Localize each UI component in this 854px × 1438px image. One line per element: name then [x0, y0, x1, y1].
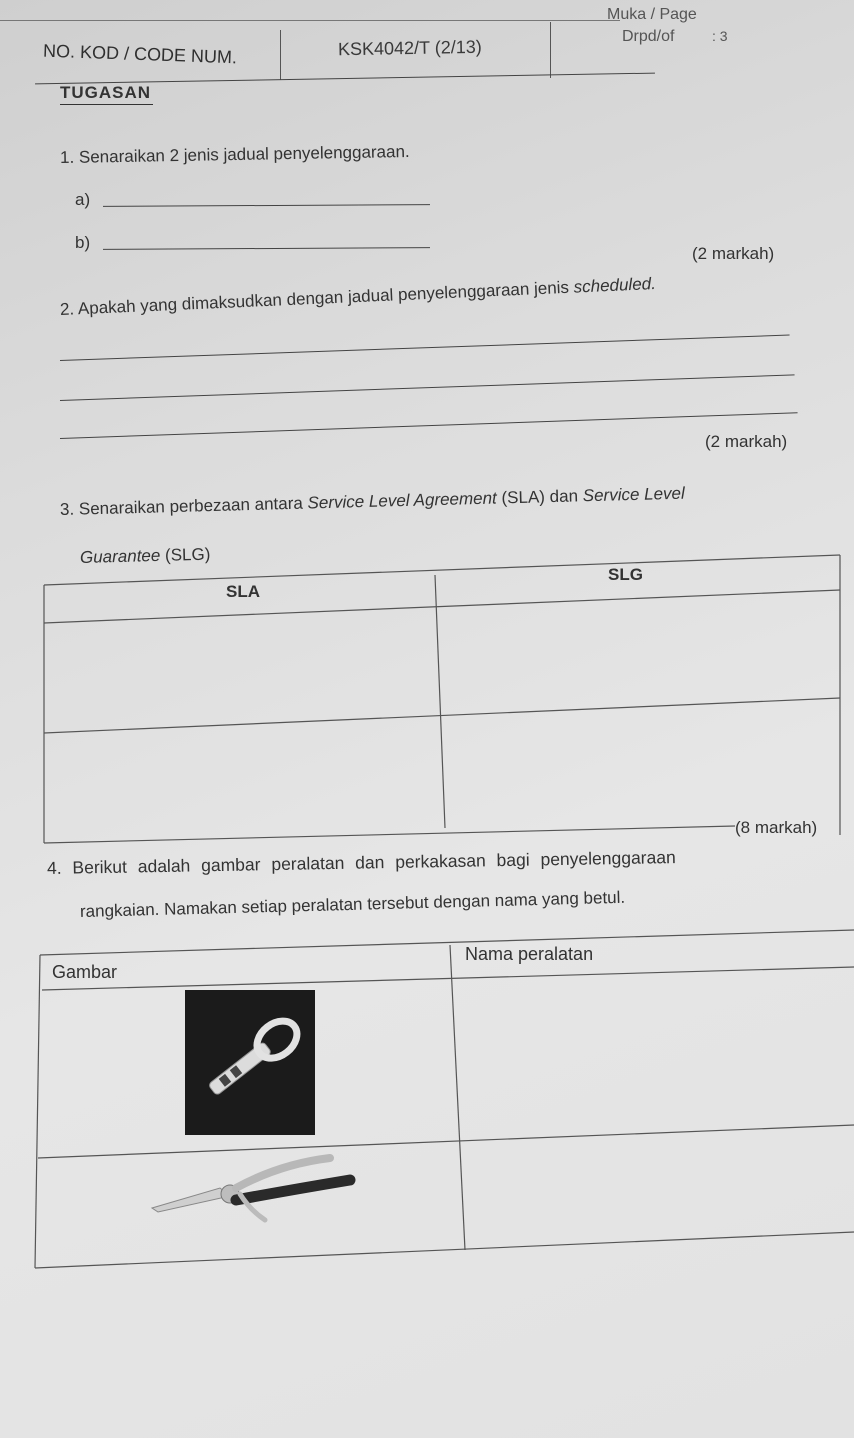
- q2-marks: (2 markah): [705, 432, 788, 451]
- table-header-slg: SLG: [608, 565, 643, 584]
- q3-slg-term: Service Level: [582, 483, 686, 506]
- q3-text-end: (SLG): [160, 544, 211, 565]
- q2-text-main: 2. Apakah yang dimaksudkan dengan jadual penyelenggaraan jenis: [59, 277, 575, 319]
- pliers-image: [150, 1150, 360, 1230]
- tools-name-cell-2[interactable]: [470, 1135, 850, 1235]
- q1-a-label: a): [75, 190, 91, 209]
- q1-b-label: b): [75, 233, 91, 252]
- q3-slg-term-2: Guarantee: [79, 545, 161, 567]
- code-value: KSK4042/T (2/13): [337, 36, 482, 60]
- page-of-label: Drpd/of: [622, 28, 675, 45]
- tools-header-nama: Nama peralatan: [465, 944, 594, 964]
- page-label: Muka / Page: [607, 6, 697, 23]
- q1-text: 1. Senaraikan 2 jenis jadual penyelenggaraan.: [59, 141, 410, 168]
- q3-sla-term: Service Level Agreement: [307, 488, 498, 513]
- q3-text-part2: (SLA) dan: [496, 486, 583, 508]
- page-total: : 3: [712, 28, 728, 44]
- q4-line1: 4. Berikut adalah gambar peralatan dan perkakasan bagi penyelenggaraan: [46, 847, 676, 878]
- q4-line2: rangkaian. Namakan setiap peralatan tersebut dengan nama yang betul.: [79, 887, 626, 921]
- tools-name-cell-1[interactable]: [460, 980, 850, 1120]
- table-header-sla: SLA: [226, 582, 260, 601]
- q2-text-italic: scheduled.: [573, 273, 657, 297]
- code-label: NO. KOD / CODE NUM.: [42, 40, 238, 68]
- q1-marks: (2 markah): [692, 244, 775, 263]
- cable-stripper-image: [185, 990, 315, 1135]
- tools-header-gambar: Gambar: [52, 962, 118, 982]
- q3-marks: (8 markah): [735, 818, 818, 837]
- page-title: TUGASAN: [60, 83, 152, 102]
- cable-stripper-icon: [185, 990, 315, 1135]
- long-nose-pliers-icon: [150, 1150, 360, 1230]
- q3-text-part1: 3. Senaraikan perbezaan antara: [59, 493, 308, 519]
